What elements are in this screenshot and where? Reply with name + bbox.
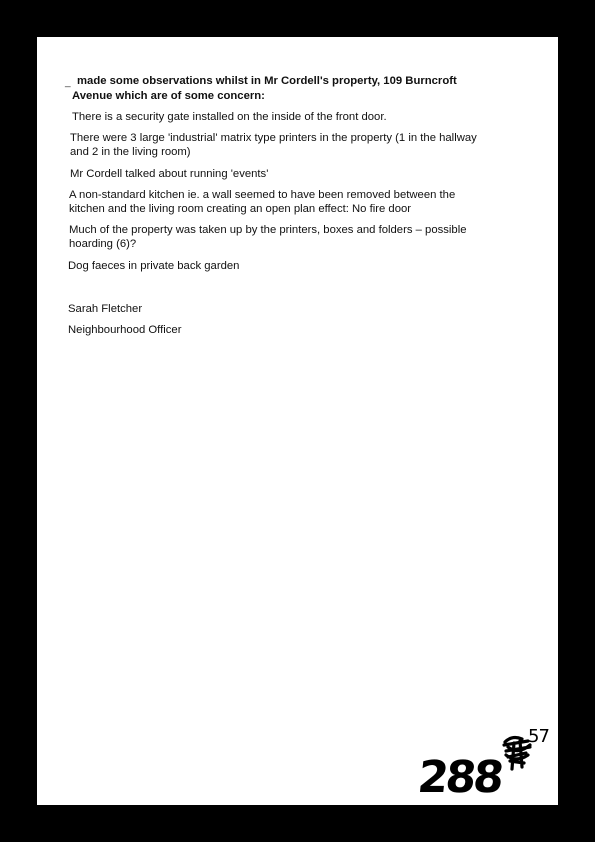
leading-dash: _ [65,77,71,88]
heading-line-1: made some observations whilst in Mr Cordell's property, 109 Burncroft [77,75,457,87]
handwritten-page-number: 288 [415,752,504,803]
observation-5-line-1: Much of the property was taken up by the printers, boxes and folders – possible [69,224,467,236]
observation-2-line-2: and 2 in the living room) [70,146,191,158]
observation-5-line-2: hoarding (6)? [69,238,137,250]
observation-6: Dog faeces in private back garden [68,260,240,272]
observation-3: Mr Cordell talked about running 'events' [70,168,269,180]
handwritten-superscript-number: 57 [528,726,549,747]
observation-4-line-1: A non-standard kitchen ie. a wall seemed to have been removed between the [69,189,456,201]
observation-2-line-1: There were 3 large 'industrial' matrix type printers in the property (1 in the hallway [70,132,477,144]
observation-1: There is a security gate installed on the inside of the front door. [72,111,387,123]
signature-name: Sarah Fletcher [68,303,143,315]
observation-4-line-2: kitchen and the living room creating an open plan effect: No fire door [69,203,412,215]
heading-line-2: Avenue which are of some concern: [72,90,265,102]
signature-title: Neighbourhood Officer [68,324,182,336]
